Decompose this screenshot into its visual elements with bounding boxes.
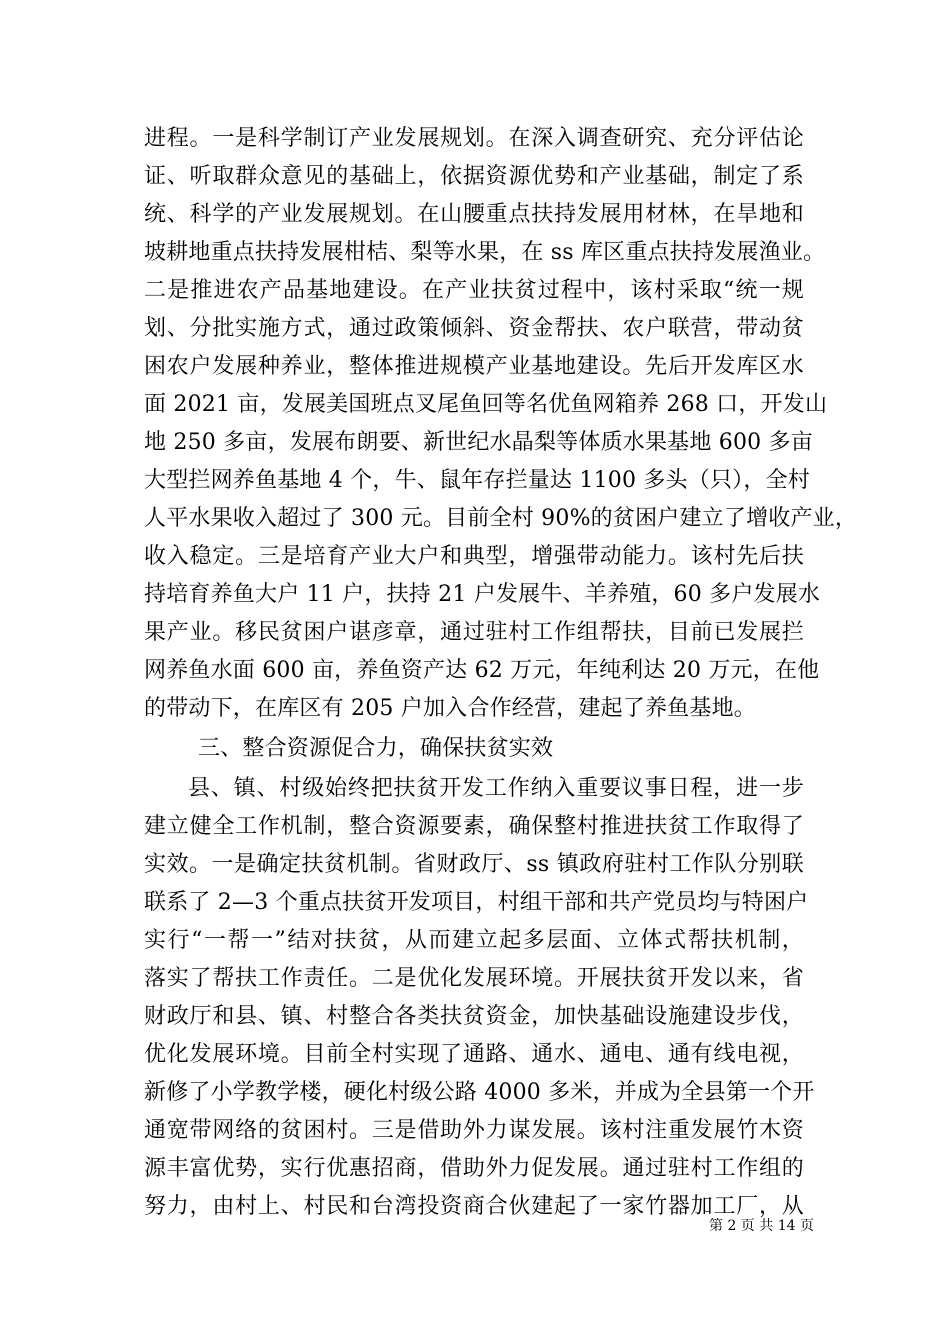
body-line: 证、听取群众意见的基础上，依据资源优势和产业基础，制定了系	[144, 164, 804, 189]
body-line: 困农户发展种养业，整体推进规模产业基地建设。先后开发库区水	[144, 354, 804, 379]
body-line: 县、镇、村级始终把扶贫开发工作纳入重要议事日程，进一步	[188, 776, 804, 801]
page-number-footer: 第 2 页 共 14 页	[709, 1218, 814, 1234]
body-line: 联系了 2—3 个重点扶贫开发项目，村组干部和共产党员均与特困户	[144, 890, 809, 915]
body-line: 源丰富优势，实行优惠招商，借助外力促发展。通过驻村工作组的	[144, 1156, 804, 1181]
body-line: 建立健全工作机制，整合资源要素，确保整村推进扶贫工作取得了	[144, 814, 804, 839]
section-heading: 三、整合资源促合力，确保扶贫实效	[198, 736, 554, 761]
body-line: 网养鱼水面 600 亩，养鱼资产达 62 万元，年纯利达 20 万元，在他	[144, 658, 820, 683]
body-line: 落实了帮扶工作责任。二是优化发展环境。开展扶贫开发以来，省	[144, 966, 804, 991]
body-line: 实行“一帮一”结对扶贫，从而建立起多层面、立体式帮扶机制，	[144, 928, 804, 953]
body-line: 面 2021 亩，发展美国班点叉尾鱼回等名优鱼网箱养 268 口，开发山	[144, 392, 828, 417]
body-line: 坡耕地重点扶持发展柑桔、梨等水果，在 ss 库区重点扶持发展渔业。	[144, 240, 826, 265]
body-line: 二是推进农产品基地建设。在产业扶贫过程中，该村采取“统一规	[144, 278, 804, 303]
body-line: 通宽带网络的贫困村。三是借助外力谋发展。该村注重发展竹木资	[144, 1118, 804, 1143]
body-line: 新修了小学教学楼，硬化村级公路 4000 多米，并成为全县第一个开	[144, 1080, 815, 1105]
body-line: 进程。一是科学制订产业发展规划。在深入调查研究、充分评估论	[144, 126, 804, 151]
body-line: 统、科学的产业发展规划。在山腰重点扶持发展用材林，在旱地和	[144, 202, 804, 227]
body-line: 地 250 多亩，发展布朗要、新世纪水晶梨等体质水果基地 600 多亩	[144, 430, 813, 455]
body-line: 的带动下，在库区有 205 户加入合作经营，建起了养鱼基地。	[144, 696, 756, 721]
body-line: 努力，由村上、村民和台湾投资商合伙建起了一家竹器加工厂，从	[144, 1194, 804, 1219]
body-line: 持培育养鱼大户 11 户，扶持 21 户发展牛、羊养殖，60 多户发展水	[144, 582, 821, 607]
body-line: 实效。一是确定扶贫机制。省财政厅、ss 镇政府驻村工作队分别联	[144, 852, 804, 877]
body-line: 人平水果收入超过了 300 元。目前全村 90%的贫困户建立了增收产业，	[144, 506, 858, 531]
body-line: 优化发展环境。目前全村实现了通路、通水、通电、通有线电视，	[144, 1042, 804, 1067]
body-line: 财政厅和县、镇、村整合各类扶贫资金，加快基础设施建设步伐，	[144, 1004, 804, 1029]
body-line: 果产业。移民贫困户谌彦章，通过驻村工作组帮扶，目前已发展拦	[144, 620, 804, 645]
body-line: 划、分批实施方式，通过政策倾斜、资金帮扶、农户联营，带动贫	[144, 316, 804, 341]
body-line: 大型拦网养鱼基地 4 个，牛、鼠年存拦量达 1100 多头（只），全村	[144, 468, 810, 493]
body-line: 收入稳定。三是培育产业大户和典型，增强带动能力。该村先后扶	[144, 544, 804, 569]
